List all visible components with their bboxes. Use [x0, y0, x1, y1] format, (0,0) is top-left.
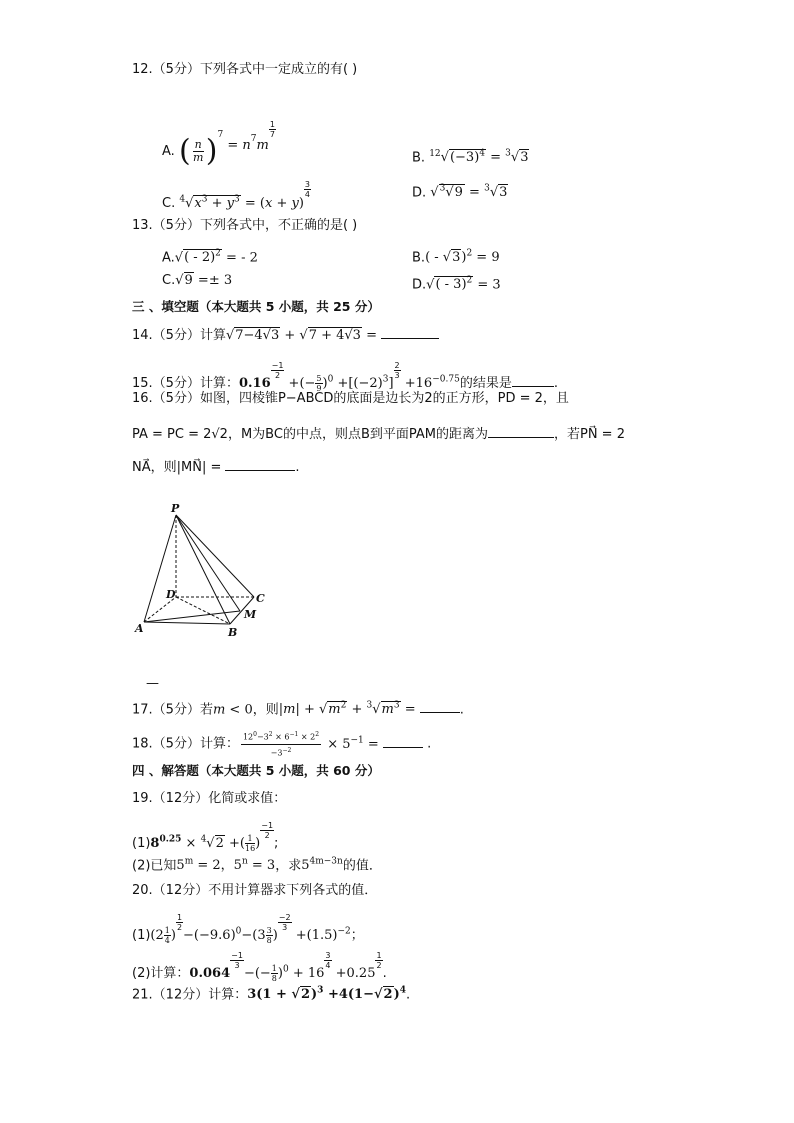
q19-part1: $(1)8^{0.25} \times ^4√2$ +( $\frac{1}{16}$ ) $\frac{-1}{2}$ ;	[132, 821, 279, 853]
q13-option-c[interactable]: C.√9 =± 3	[162, 273, 233, 288]
q20-p1-label: (1)	[132, 928, 151, 943]
option-letter: C.	[162, 196, 176, 211]
q17-mid: ，则	[252, 702, 279, 718]
q18-answer-blank[interactable]	[383, 735, 423, 748]
q19-p2a: (2)已知	[132, 858, 177, 874]
q20-p2-label: (2)计算：	[132, 966, 190, 981]
option-letter: B.	[412, 250, 426, 266]
q16-line3: NA⃗，则|MN⃗| = .	[132, 460, 300, 475]
q12-option-a[interactable]: A. ( $\frac{n}{m}$ )$^7 = n^7m$ $\frac{1}{7}$	[162, 120, 275, 169]
q15-answer-blank[interactable]	[512, 374, 554, 387]
q20-stem: 20.（12分）不用计算器求下列各式的值．	[132, 883, 378, 898]
q17: 17.（5分）若m < 0，则$|m| + √m^2 + ^3√m^3$ = .	[132, 701, 464, 718]
q15: 15.（5分）计算：0.16 $\frac{-1}{2}$ +(− $\frac{5}{9}$ )$^0 +[(-2)^3]$ $\frac{2}{3}$ $+16^{-0.75}$的结果是 .	[132, 361, 558, 393]
q19-part2: (2)已知$5^m = 2$，$5^n = 3$，求$5^{4m-3n}$的值．	[132, 857, 382, 874]
q20-part1: (1)(2 $\frac{1}{4}$ ) $\frac{1}{2}$ $-(-9.6)^0-(3$ $\frac{3}{8}$ ) $\frac{-2}{3}$ $+(1.5)^{-2}$；	[132, 913, 364, 945]
q17-answer-blank[interactable]	[420, 700, 460, 713]
option-letter: A.	[162, 144, 175, 159]
q12-option-c[interactable]: C. $^4√x^3 + y^3 = (x + y)$ $\frac{3}{4}$	[162, 180, 311, 211]
edge-DB	[176, 597, 230, 624]
q16-line2b: ，若PN⃗ = 2	[553, 427, 625, 442]
option-letter: B.	[412, 150, 426, 166]
q13-stem: 13.（5分）下列各式中，不正确的是( )	[132, 218, 358, 233]
edge-PA	[144, 515, 176, 622]
q14-prefix: 14.（5分）计算	[132, 328, 226, 343]
label-C: C	[256, 592, 265, 605]
q16-answer-blank-2[interactable]	[225, 458, 295, 471]
q16-line3a: NA⃗，则|MN⃗| =	[132, 460, 222, 475]
q12-option-b[interactable]: B. $^{12}√(-3)^4 = ^3√3$	[412, 149, 529, 166]
q16-answer-blank-1[interactable]	[488, 425, 554, 438]
q19-p2c: 的值．	[342, 858, 382, 874]
q21-prefix: 21.（12分）计算：	[132, 987, 248, 1003]
option-letter: A.	[162, 250, 175, 266]
edge-AM	[144, 611, 240, 622]
q15-prefix: 15.（5分）计算：	[132, 376, 239, 391]
label-D: D	[166, 588, 176, 601]
option-letter: C.	[162, 273, 176, 288]
q19-stem: 19.（12分）化简或求值：	[132, 791, 287, 806]
q21: 21.（12分）计算：$3(1 + √2)^3 +4(1-√2)^4$.	[132, 986, 411, 1003]
section-4-heading: 四 、解答题（本大题共 5 小题，共 60 分）	[132, 763, 380, 778]
label-M: M	[244, 608, 257, 621]
option-letter: D.	[412, 277, 427, 293]
q18-prefix: 18.（5分）计算：	[132, 736, 239, 752]
q20-part2: (2)计算：0.064 $\frac{-1}{3}$ −(− $\frac{1}{8}$ )$^0$ + 16 $\frac{3}{4}$ +0.25 $\frac{1}{2}$ .	[132, 951, 387, 983]
edge-PC	[176, 515, 254, 597]
edge-PB	[176, 515, 230, 624]
q16-line1: 16.（5分）如图，四棱锥P−ABCD的底面是边长为2的正方形，PD = 2，且	[132, 391, 569, 406]
q12-option-d[interactable]: D. √$^3$√9 = $^3$√3	[412, 184, 508, 201]
option-letter: D.	[412, 185, 427, 201]
q19-p2b: ，求	[275, 858, 302, 874]
label-A: A	[135, 622, 144, 635]
q14-answer-blank[interactable]	[381, 326, 439, 339]
q15-suffix: 的结果是	[459, 376, 512, 391]
label-B: B	[228, 626, 238, 639]
q13-option-d[interactable]: D.√( - 3)$^2$ = 3	[412, 276, 501, 293]
q13-option-a[interactable]: A.√( - 2)$^2$ = - 2	[162, 249, 258, 266]
stray-dash: —	[146, 676, 159, 691]
q16-line2a: PA = PC = 2√2，M为BC的中点，则点B到平面PAM的距离为	[132, 427, 488, 442]
q12-stem: 12.（5分）下列各式中一定成立的有( )	[132, 62, 358, 77]
q13-option-b[interactable]: B.( - √3)$^2$ = 9	[412, 249, 500, 266]
q14: 14.（5分）计算√7−4√3 + √7 + 4√3 =	[132, 326, 439, 345]
label-P: P	[171, 502, 180, 515]
q19-p1-label: (1)	[132, 836, 151, 851]
q17-prefix: 17.（5分）若	[132, 702, 213, 718]
q16-line2	[132, 425, 625, 444]
edge-AB	[144, 622, 230, 624]
pyramid-figure	[132, 500, 282, 645]
section-3-heading: 三 、填空题（本大题共 5 小题，共 25 分）	[132, 299, 380, 314]
q18: 18.（5分）计算： $\frac{12^0-3^2 \times 6^{-1} \times 2^2}{-3^{-2}}$ × $5^{-1}$ = .	[132, 731, 432, 758]
